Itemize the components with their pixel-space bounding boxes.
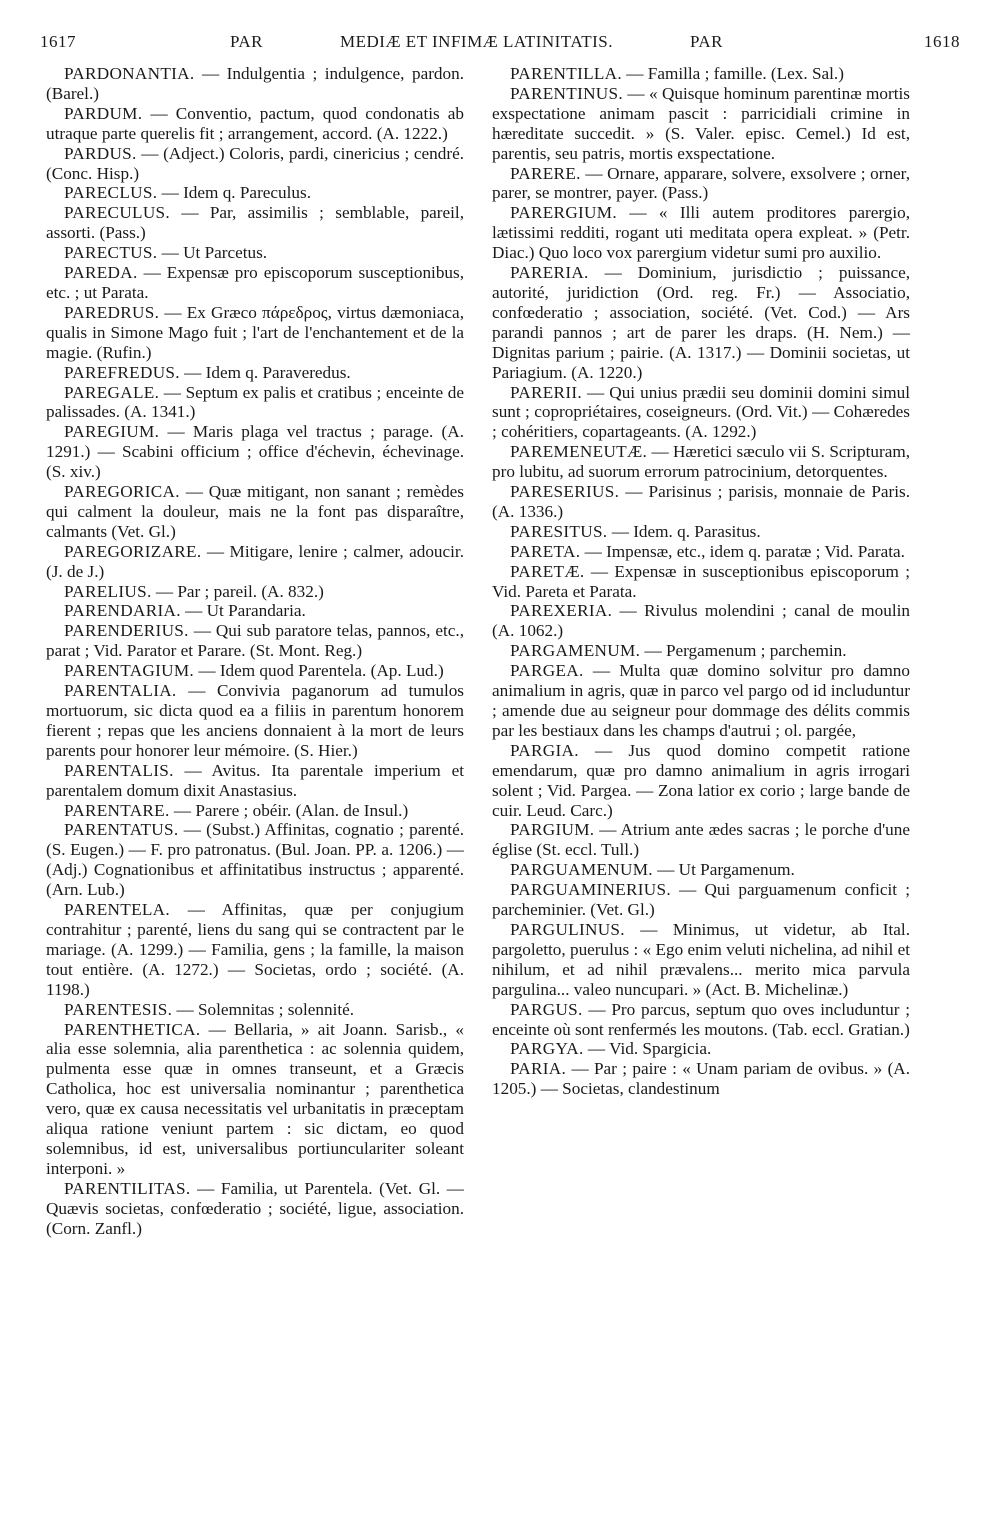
entry-headword: PARENTALIS.	[64, 760, 174, 780]
entry-headword: PARELIUS.	[64, 581, 152, 601]
entry-definition: — Atrium ante ædes sacras ; le porche d'une église (St. eccl. Tull.)	[492, 820, 910, 860]
dictionary-entry	[492, 442, 910, 482]
left-page-number: 1617	[40, 32, 76, 51]
entry-headword: PARDONANTIA.	[64, 64, 195, 83]
entry-headword: PARECTUS.	[64, 243, 158, 263]
entry-definition: — (Adject.) Coloris, pardi, cinericius ; cendré. (Conc. Hisp.)	[46, 143, 464, 183]
entry-definition: — Affinitas, quæ per conjugium contrahitur ; parenté, liens du sang qui se contractent par le mariage. (A. 1299.) — Familia, gens ; la famille, la maison tout entière. (A. 1272.) — Societas, ordo ; société. (A. 1198.)	[46, 900, 464, 999]
dictionary-entry	[46, 482, 464, 542]
entry-definition: — Par ; pareil. (A. 832.)	[151, 581, 324, 601]
entry-definition: — Expensæ pro episcoporum susceptionibus, etc. ; ut Parata.	[46, 263, 464, 302]
entry-definition: — Familia, ut Parentela. (Vet. Gl. — Quævis societas, confœderatio ; société, ligue, association. (Corn. Zanfl.)	[46, 1178, 464, 1238]
dictionary-entry	[46, 64, 464, 104]
dictionary-entry	[46, 1020, 464, 1179]
entry-definition: — Parisinus ; parisis, monnaie de Paris. (A. 1336.)	[492, 482, 910, 521]
entry-headword: PAREGORICA.	[64, 482, 180, 502]
entry-definition: — Rivulus molendini ; canal de moulin (A. 1062.)	[492, 601, 910, 641]
entry-definition: — « Illi autem proditores parergio, lætissimi redditi, rogant uti meditata opera expleat. » (Petr. Diac.) Quo loco vox parergium videtur sumi pro auxilio.	[492, 203, 910, 263]
entry-definition: — Ut Pargamenum.	[652, 860, 795, 880]
dictionary-entry	[46, 681, 464, 761]
dictionary-entry	[46, 303, 464, 363]
dictionary-entry	[492, 601, 910, 641]
entry-definition: — « Quisque hominum parentinæ mortis exspectatione animam pascit : parricidiali crimine in hæreditate succedit. » (S. Valer. episc. Cemel.) Id est, parentis, seu patris, mortis exspectatione.	[492, 83, 910, 163]
dictionary-entry	[492, 64, 910, 84]
entry-definition: — Qui parguamenum conficit ; parcheminier. (Vet. Gl.)	[492, 880, 910, 920]
dictionary-entry	[46, 183, 464, 203]
entry-headword: PAREGIUM.	[64, 422, 160, 442]
dictionary-entry	[492, 482, 910, 522]
entry-definition: — Multa quæ domino solvitur pro damno animalium in agris, quæ in parco vel pargo od id includuntur ; amende due au seigneur pour dommage des délits commis par les bestiaux dans les champs d'autrui ; ol. pargée,	[492, 661, 910, 740]
dictionary-entry	[492, 1059, 910, 1099]
entry-definition: — Idem q. Pareculus.	[157, 183, 311, 203]
dictionary-entry	[46, 621, 464, 661]
running-header	[40, 32, 960, 56]
dictionary-entry	[492, 263, 910, 382]
dictionary-entry	[46, 422, 464, 482]
running-title: MEDIÆ ET INFIMÆ LATINITATIS.	[340, 32, 613, 51]
entry-definition: — Avitus. Ita parentale imperium et parentalem domum dixit Anastasius.	[46, 760, 464, 800]
entry-definition: — Solemnitas ; solennité.	[172, 999, 355, 1019]
right-column	[492, 64, 910, 1099]
dictionary-entry	[492, 860, 910, 880]
dictionary-entry	[46, 820, 464, 900]
entry-headword: PARETÆ.	[510, 561, 585, 581]
entry-headword: PARDUM.	[64, 103, 143, 123]
entry-headword: PARERE.	[510, 163, 581, 183]
left-guide-word: PAR	[230, 32, 264, 51]
right-page-number: 1618	[924, 32, 960, 51]
dictionary-entry	[492, 542, 910, 562]
entry-headword: PARETA.	[510, 541, 581, 561]
entry-headword: PARERGIUM.	[510, 203, 617, 223]
dictionary-entry	[492, 880, 910, 920]
dictionary-entry	[46, 1000, 464, 1020]
entry-headword: PAREGORIZARE.	[64, 541, 202, 561]
entry-headword: PAREXERIA.	[510, 601, 613, 621]
entry-headword: PARIA.	[510, 1059, 567, 1079]
entry-headword: PARENTAGIUM.	[64, 661, 195, 681]
entry-headword: PARGIUM.	[510, 820, 595, 840]
entry-definition: — Ornare, apparare, solvere, exsolvere ; orner, parer, se montrer, payer. (Pass.)	[492, 163, 910, 203]
entry-headword: PAREDRUS.	[64, 302, 160, 322]
dictionary-entry	[46, 761, 464, 801]
dictionary-entry	[46, 601, 464, 621]
entry-headword: PARGYA.	[510, 1039, 584, 1059]
entry-headword: PARENDARIA.	[64, 601, 181, 621]
entry-definition: — Maris plaga vel tractus ; parage. (A. 1291.) — Scabini officium ; office d'échevin, échevinage. (S. xiv.)	[46, 422, 464, 482]
entry-headword: PARERII.	[510, 382, 582, 402]
entry-definition: — Pro parcus, septum quo oves includuntur ; enceinte où sont renfermés les moutons. (Tab. eccl. Gratian.)	[492, 999, 910, 1039]
dictionary-entry	[46, 243, 464, 263]
dictionary-entry	[492, 661, 910, 741]
entry-headword: PARERIA.	[510, 263, 589, 283]
entry-headword: PAREDA.	[64, 263, 138, 283]
entry-definition: — Parere ; obéir. (Alan. de Insul.)	[169, 800, 409, 820]
dictionary-entry	[46, 801, 464, 821]
entry-definition: — (Subst.) Affinitas, cognatio ; parenté. (S. Eugen.) — F. pro patronatus. (Bul. Joan. PP. a. 1206.) — (Adj.) Cognationibus et affinitatibus instructus ; apparenté. (Arn. Lub.)	[46, 820, 464, 900]
entry-definition: — Minimus, ut videtur, ab Ital. pargoletto, puerulus : « Ego enim veluti nichelina, ad nihil et nihilum, et ad nihil prævalens... merito mica parvula pargulina... valeo nuncupari. » (Act. B. Michelinæ.)	[492, 919, 910, 999]
entry-definition: — Qui sub paratore telas, pannos, etc., parat ; Vid. Parator et Parare. (St. Mont. Reg.)	[46, 621, 464, 661]
entry-headword: PARECULUS.	[64, 203, 170, 223]
entry-headword: PARGIA.	[510, 740, 579, 760]
entry-definition: — Conventio, pactum, quod condonatis ab utraque parte querelis fit ; arrangement, accord. (A. 1222.)	[46, 103, 464, 143]
entry-definition: — Pergamenum ; parchemin.	[640, 641, 847, 661]
dictionary-entry	[492, 562, 910, 602]
dictionary-entry	[492, 84, 910, 164]
dictionary-entry	[492, 383, 910, 443]
dictionary-entry	[492, 920, 910, 1000]
dictionary-entry	[492, 741, 910, 821]
entry-headword: PARENTATUS.	[64, 820, 179, 840]
entry-headword: PARENTILITAS.	[64, 1178, 191, 1198]
entry-definition: — Par, assimilis ; semblable, pareil, assorti. (Pass.)	[46, 203, 464, 243]
entry-headword: PARENTALIA.	[64, 681, 177, 701]
dictionary-entry	[46, 104, 464, 144]
dictionary-entry	[492, 1000, 910, 1040]
entry-headword: PARESITUS.	[510, 521, 608, 541]
entry-headword: PARGUAMENUM.	[510, 860, 653, 880]
dictionary-entry	[492, 641, 910, 661]
dictionary-entry	[46, 203, 464, 243]
dictionary-entry	[492, 203, 910, 263]
dictionary-entry	[46, 383, 464, 423]
entry-definition: — Quæ mitigant, non sanant ; remèdes qui calment la douleur, mais ne la font pas disparaître, calmants (Vet. Gl.)	[46, 482, 464, 541]
entry-headword: PARGEA.	[510, 661, 584, 681]
entry-headword: PARENTESIS.	[64, 999, 173, 1019]
entry-definition: — Par ; paire : « Unam pariam de ovibus. » (A. 1205.) — Societas, clandestinum	[492, 1059, 910, 1099]
entry-definition: — Idem q. Paraveredus.	[179, 362, 351, 382]
left-column	[46, 64, 464, 1238]
entry-headword: PAREMENEUTÆ.	[510, 442, 648, 462]
entry-definition: — Vid. Spargicia.	[583, 1039, 712, 1059]
entry-definition: — Qui unius prædii seu dominii domini simul sunt ; copropriétaires, coseigneurs. (Ord. Vit.) — Cohæredes ; cohéritiers, copartageants. (A. 1292.)	[492, 382, 910, 442]
entry-definition: — Expensæ in susceptionibus episcoporum ; Vid. Pareta et Parata.	[492, 561, 910, 601]
entry-definition: — Hæretici sæculo vii S. Scripturam, pro lubitu, ad suorum errorum patrocinium, detorquentes.	[492, 442, 910, 482]
dictionary-entry	[46, 263, 464, 303]
entry-headword: PARGAMENUM.	[510, 641, 641, 661]
entry-headword: PARENTINUS.	[510, 83, 623, 103]
dictionary-entry	[46, 1179, 464, 1239]
entry-headword: PARGULINUS.	[510, 919, 625, 939]
entry-headword: PAREGALE.	[64, 382, 160, 402]
entry-headword: PARENTILLA.	[510, 64, 622, 83]
entry-headword: PARENTELA.	[64, 900, 170, 920]
entry-definition: — Dominium, jurisdictio ; puissance, autorité, juridiction (Ord. reg. Fr.) — Associatio, confœderatio ; association, société. (Vet. Cod.) — Ars parandi pannos ; art de parer les draps. (H. Nem.) — Dignitas parium ; pairie. (A. 1317.) — Dominii societas, ut Pariagium. (A. 1220.)	[492, 263, 910, 382]
entry-definition: — Ut Parandaria.	[180, 601, 306, 621]
dictionary-entry	[46, 661, 464, 681]
dictionary-entry	[492, 820, 910, 860]
dictionary-entry	[46, 144, 464, 184]
dictionary-entry	[46, 542, 464, 582]
entry-headword: PARENTARE.	[64, 800, 170, 820]
entry-definition: — Ut Parcetus.	[157, 243, 268, 263]
entry-definition: — Idem quod Parentela. (Ap. Lud.)	[194, 661, 444, 681]
right-guide-word: PAR	[690, 32, 724, 51]
entry-definition: — Impensæ, etc., idem q. paratæ ; Vid. Parata.	[580, 541, 905, 561]
entry-definition: — Ex Græco πάρεδρος, virtus dæmoniaca, qualis in Simone Mago fuit ; l'art de l'enchantement et de la magie. (Rufin.)	[46, 302, 464, 362]
dictionary-entry	[46, 582, 464, 602]
entry-headword: PARGUAMINERIUS.	[510, 880, 671, 900]
entry-definition: — Bellaria, » ait Joann. Sarisb., « alia esse solemnia, alia parenthetica : ac solennia quidem, pulmenta esse quæ in omnes transeunt, et a Græcis Catholica, hoc est universalia nominantur ; parenthetica vero, quæ ex causa necessitatis vel urbanitatis in præceptam aliqua ratione veniunt partem : sic dictam, eo quod solemnibus, id est, universalibus portiunculariter soleant interponi. »	[46, 1019, 464, 1178]
entry-definition: — Familla ; famille. (Lex. Sal.)	[622, 64, 844, 83]
entry-headword: PARENTHETICA.	[64, 1019, 201, 1039]
entry-headword: PARESERIUS.	[510, 482, 620, 502]
entry-definition: — Jus quod domino competit ratione emendarum, quæ pro damno animalium in agris irrogari solent ; Vid. Pargea. — Zona latior ex corio ; large bande de cuir. Leud. Carc.)	[492, 740, 910, 820]
entry-definition: — Convivia paganorum ad tumulos mortuorum, sic dicta quod ea a filiis in parentum honorem fierent ; repas que les anciens donnaient à la mort de leurs parents pour honorer leur mémoire. (S. Hier.)	[46, 681, 464, 760]
entry-headword: PARECLUS.	[64, 183, 158, 203]
entry-headword: PARENDERIUS.	[64, 621, 189, 641]
entry-headword: PAREFREDUS.	[64, 362, 180, 382]
entry-definition: — Mitigare, lenire ; calmer, adoucir. (J. de J.)	[46, 541, 464, 581]
entry-definition: — Idem. q. Parasitus.	[607, 521, 761, 541]
entry-definition: — Septum ex palis et cratibus ; enceinte de palissades. (A. 1341.)	[46, 382, 464, 422]
entry-headword: PARDUS.	[64, 143, 137, 163]
dictionary-entry	[492, 522, 910, 542]
entry-definition: — Indulgentia ; indulgence, pardon. (Barel.)	[46, 64, 464, 103]
dictionary-entry	[46, 900, 464, 1000]
dictionary-entry	[492, 164, 910, 204]
dictionary-entry	[46, 363, 464, 383]
entry-headword: PARGUS.	[510, 999, 583, 1019]
dictionary-entry	[492, 1039, 910, 1059]
